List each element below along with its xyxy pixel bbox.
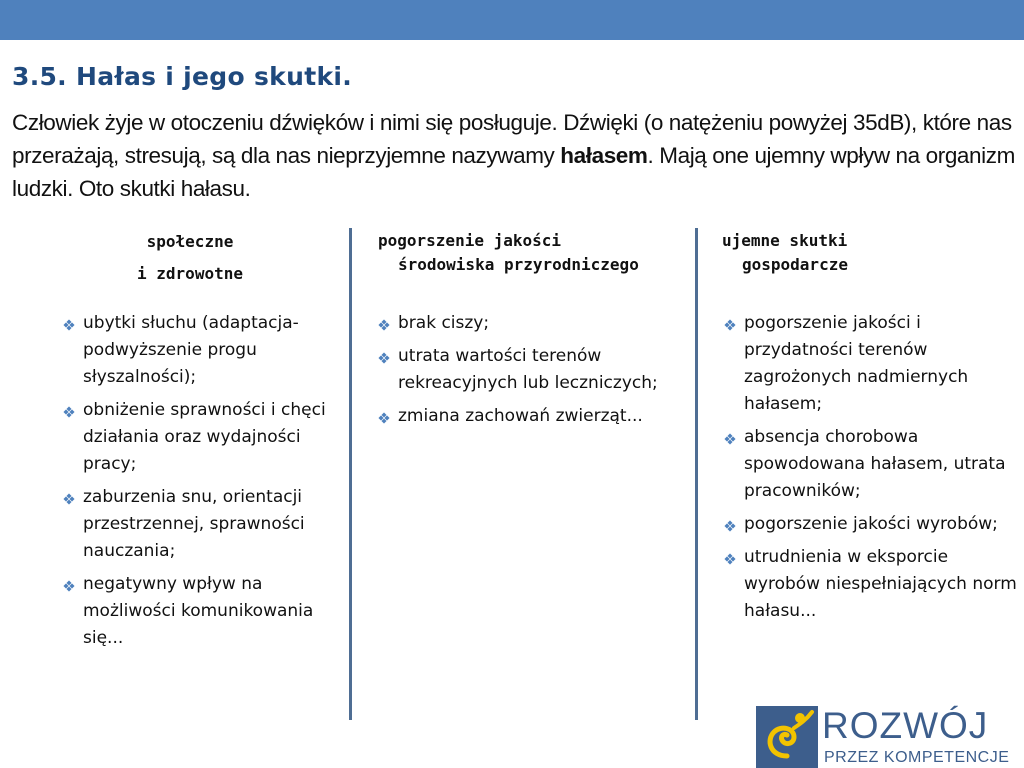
slide-title: 3.5. Hałas i jego skutki. [12,62,353,91]
intro-paragraph [12,106,1016,205]
list-item-text: zaburzenia snu, orientacji przestrzennej, sprawności nauczania; [83,487,305,561]
column-heading-line: pogorszenie jakości [378,231,562,250]
diamond-bullet-icon [62,579,76,593]
list-item [723,544,1021,625]
list-item-text: absencja chorobowa spowodowana hałasem, utrata pracowników; [744,427,1006,501]
column-heading-line: społeczne [146,232,234,251]
intro-text-start: Człowiek żyje w otoczeniu dźwięków i nimi się posługuje. Dźwięki (o natężeniu powyżej 35dB), które nas przerażają, stresują, są dla nas nieprzyjemne nazywamy [12,110,1012,168]
list-item [377,343,677,397]
column-heading-line: środowiska przyrodniczego [398,255,639,274]
environment-effects-list [377,310,677,436]
list-item-text: obniżenie sprawności i chęci działania oraz wydajności pracy; [83,400,326,474]
column-heading-environment [378,229,688,277]
diamond-bullet-icon [723,519,737,533]
list-item-text: pogorszenie jakości i przydatności terenów zagrożonych nadmiernych hałasem; [744,313,969,414]
diamond-bullet-icon [723,432,737,446]
diamond-bullet-icon [723,552,737,566]
list-item-text: ubytki słuchu (adaptacja-podwyższenie progu słyszalności); [83,313,299,387]
social-health-effects-list [62,310,330,658]
diamond-bullet-icon [377,318,391,332]
column-heading-line: i zdrowotne [137,264,243,283]
list-item [377,403,677,430]
diamond-bullet-icon [62,492,76,506]
list-item-text: brak ciszy; [398,313,490,333]
list-item-text: negatywny wpływ na możliwości komunikowania się... [83,574,314,648]
list-item [62,484,330,565]
top-accent-bar [0,0,1024,40]
list-item [723,511,1021,538]
column-heading-social-health [90,226,290,290]
column-divider-right [695,228,698,720]
diamond-bullet-icon [62,318,76,332]
diamond-bullet-icon [377,411,391,425]
diamond-bullet-icon [723,318,737,332]
list-item [723,424,1021,505]
list-item [723,310,1021,418]
economic-effects-list [723,310,1021,631]
logo-main-text: ROZWÓJ [822,705,989,746]
list-item [62,310,330,391]
rozwoj-logo [756,706,1024,768]
column-divider-left [349,228,352,720]
intro-bold-term: hałasem [560,143,648,168]
list-item [377,310,677,337]
intro-text-end: . Mają one ujemny wpływ na organizm ludzki. Oto skutki hałasu. [12,143,1015,201]
diamond-bullet-icon [62,405,76,419]
column-heading-line: ujemne skutki [722,231,848,250]
logo-sub-text: PRZEZ KOMPETENCJE [824,749,1010,766]
diamond-bullet-icon [377,351,391,365]
column-heading-economic [722,229,1012,277]
list-item-text: utrudnienia w eksporcie wyrobów niespełniających norm hałasu... [744,547,1017,621]
list-item-text: utrata wartości terenów rekreacyjnych lub leczniczych; [398,346,658,393]
list-item [62,571,330,652]
list-item-text: pogorszenie jakości wyrobów; [744,514,998,534]
list-item-text: zmiana zachowań zwierząt... [398,406,643,426]
list-item [62,397,330,478]
column-heading-line: gospodarcze [742,255,848,274]
spiral-figure-logo-icon [756,706,818,768]
